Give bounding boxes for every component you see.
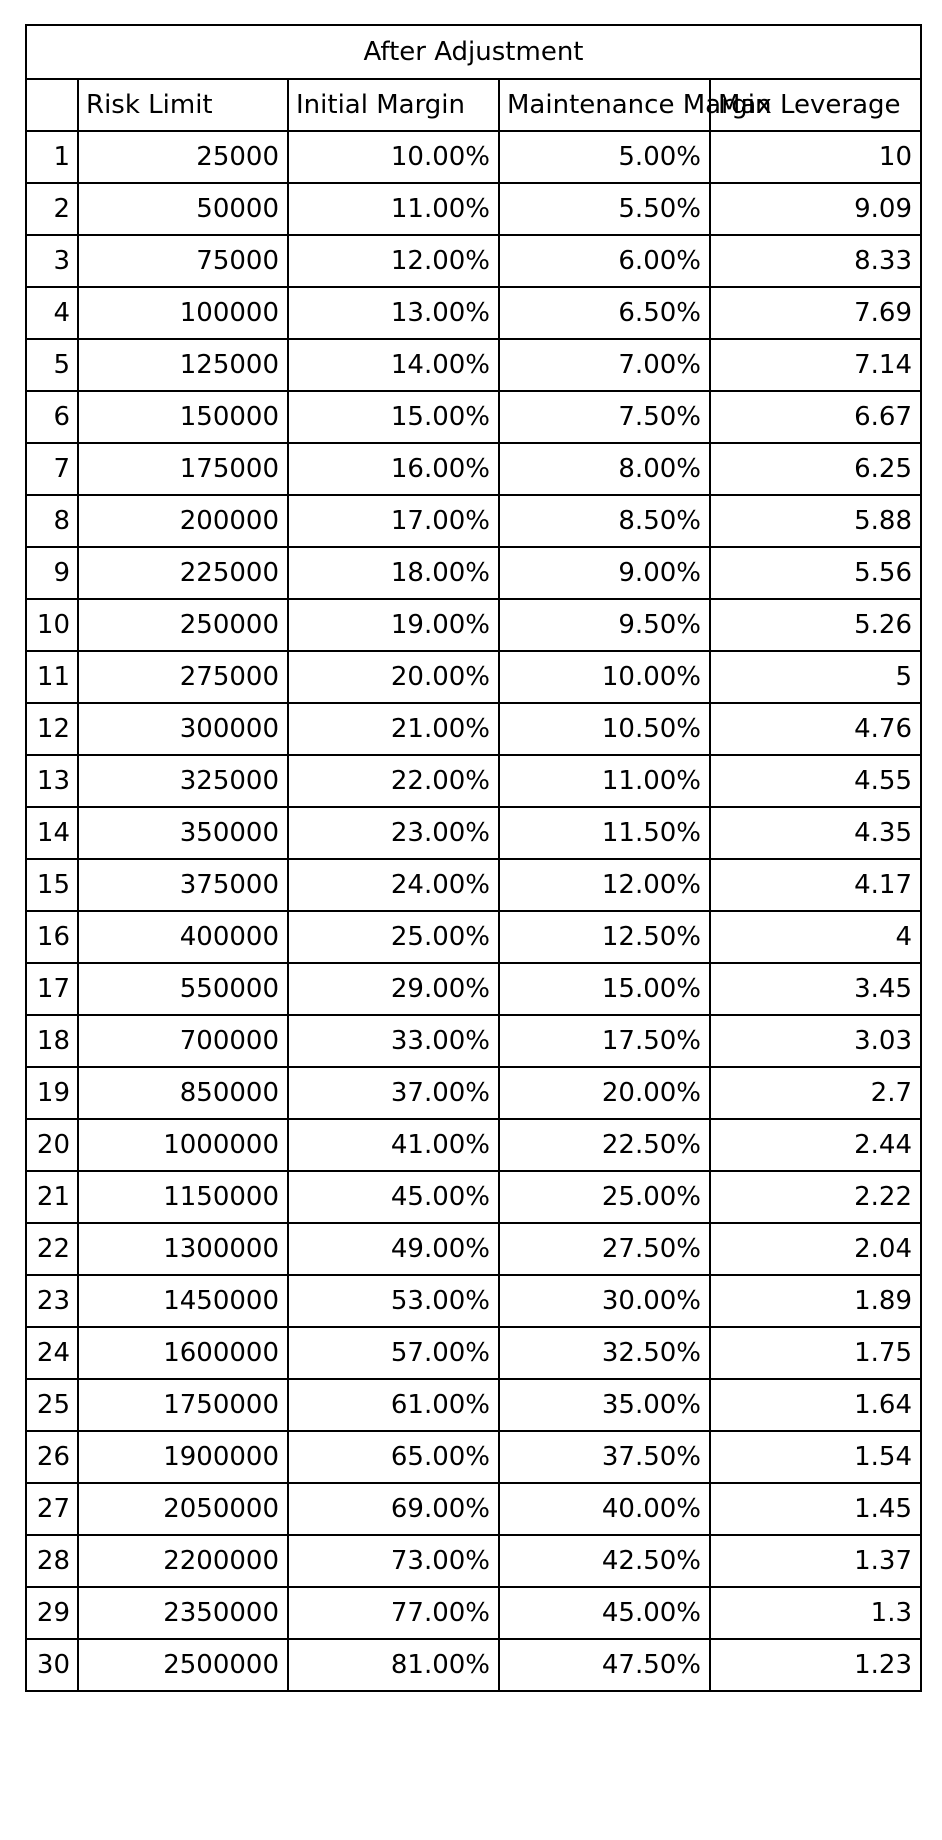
max-leverage-cell: 1.89 — [710, 1275, 921, 1327]
initial-margin-cell: 12.00% — [288, 235, 499, 287]
table-row — [26, 339, 921, 391]
risk-limit-cell: 375000 — [78, 859, 288, 911]
row-index: 25 — [26, 1379, 78, 1431]
initial-margin-cell: 73.00% — [288, 1535, 499, 1587]
risk-limit-cell: 200000 — [78, 495, 288, 547]
initial-margin-cell: 69.00% — [288, 1483, 499, 1535]
initial-margin-cell: 33.00% — [288, 1015, 499, 1067]
row-index: 7 — [26, 443, 78, 495]
risk-limit-cell: 225000 — [78, 547, 288, 599]
initial-margin-cell: 11.00% — [288, 183, 499, 235]
risk-limit-cell: 2050000 — [78, 1483, 288, 1535]
risk-limit-cell: 300000 — [78, 703, 288, 755]
risk-limit-cell: 1000000 — [78, 1119, 288, 1171]
initial-margin-cell: 49.00% — [288, 1223, 499, 1275]
initial-margin-cell: 61.00% — [288, 1379, 499, 1431]
max-leverage-cell: 7.14 — [710, 339, 921, 391]
maintenance-margin-cell: 8.00% — [499, 443, 710, 495]
title-row — [26, 25, 921, 79]
initial-margin-cell: 14.00% — [288, 339, 499, 391]
row-index: 6 — [26, 391, 78, 443]
initial-margin-cell: 81.00% — [288, 1639, 499, 1691]
maintenance-margin-cell: 17.50% — [499, 1015, 710, 1067]
risk-limit-cell: 400000 — [78, 911, 288, 963]
table-row — [26, 703, 921, 755]
risk-limit-cell: 1450000 — [78, 1275, 288, 1327]
initial-margin-cell: 23.00% — [288, 807, 499, 859]
table-row — [26, 1015, 921, 1067]
initial-margin-cell: 19.00% — [288, 599, 499, 651]
row-index: 24 — [26, 1327, 78, 1379]
table-row — [26, 1223, 921, 1275]
row-index: 4 — [26, 287, 78, 339]
row-index: 12 — [26, 703, 78, 755]
row-index: 30 — [26, 1639, 78, 1691]
initial-margin-cell: 29.00% — [288, 963, 499, 1015]
risk-limit-cell: 325000 — [78, 755, 288, 807]
maintenance-margin-cell: 32.50% — [499, 1327, 710, 1379]
max-leverage-cell: 5.88 — [710, 495, 921, 547]
max-leverage-cell: 4.76 — [710, 703, 921, 755]
max-leverage-cell: 4.17 — [710, 859, 921, 911]
header-index — [26, 79, 78, 131]
max-leverage-cell: 7.69 — [710, 287, 921, 339]
initial-margin-cell: 21.00% — [288, 703, 499, 755]
table-row — [26, 1587, 921, 1639]
risk-limit-cell: 1900000 — [78, 1431, 288, 1483]
risk-limit-cell: 100000 — [78, 287, 288, 339]
risk-limit-cell: 550000 — [78, 963, 288, 1015]
risk-limit-cell: 2350000 — [78, 1587, 288, 1639]
initial-margin-cell: 41.00% — [288, 1119, 499, 1171]
max-leverage-cell: 3.03 — [710, 1015, 921, 1067]
initial-margin-cell: 77.00% — [288, 1587, 499, 1639]
row-index: 19 — [26, 1067, 78, 1119]
risk-limit-cell: 850000 — [78, 1067, 288, 1119]
table-row — [26, 183, 921, 235]
row-index: 20 — [26, 1119, 78, 1171]
table-row — [26, 1119, 921, 1171]
risk-limit-cell: 1150000 — [78, 1171, 288, 1223]
table-row — [26, 1327, 921, 1379]
maintenance-margin-cell: 35.00% — [499, 1379, 710, 1431]
row-index: 15 — [26, 859, 78, 911]
row-index: 27 — [26, 1483, 78, 1535]
initial-margin-cell: 37.00% — [288, 1067, 499, 1119]
max-leverage-cell: 3.45 — [710, 963, 921, 1015]
max-leverage-cell: 2.44 — [710, 1119, 921, 1171]
maintenance-margin-cell: 25.00% — [499, 1171, 710, 1223]
table-row — [26, 391, 921, 443]
max-leverage-cell: 6.25 — [710, 443, 921, 495]
row-index: 9 — [26, 547, 78, 599]
row-index: 8 — [26, 495, 78, 547]
risk-limit-cell: 150000 — [78, 391, 288, 443]
table-row — [26, 1067, 921, 1119]
risk-limit-table — [25, 24, 922, 1692]
maintenance-margin-cell: 27.50% — [499, 1223, 710, 1275]
table-title: After Adjustment — [26, 25, 921, 79]
maintenance-margin-cell: 11.50% — [499, 807, 710, 859]
max-leverage-cell: 1.45 — [710, 1483, 921, 1535]
maintenance-margin-cell: 10.00% — [499, 651, 710, 703]
max-leverage-cell: 4 — [710, 911, 921, 963]
table-row — [26, 807, 921, 859]
initial-margin-cell: 45.00% — [288, 1171, 499, 1223]
risk-limit-cell: 1600000 — [78, 1327, 288, 1379]
table-row — [26, 131, 921, 183]
row-index: 2 — [26, 183, 78, 235]
table-body — [26, 131, 921, 1691]
table-row — [26, 755, 921, 807]
initial-margin-cell: 22.00% — [288, 755, 499, 807]
row-index: 23 — [26, 1275, 78, 1327]
initial-margin-cell: 25.00% — [288, 911, 499, 963]
maintenance-margin-cell: 15.00% — [499, 963, 710, 1015]
max-leverage-cell: 5 — [710, 651, 921, 703]
maintenance-margin-cell: 7.00% — [499, 339, 710, 391]
initial-margin-cell: 20.00% — [288, 651, 499, 703]
risk-limit-cell: 700000 — [78, 1015, 288, 1067]
table-row — [26, 1171, 921, 1223]
max-leverage-cell: 2.04 — [710, 1223, 921, 1275]
table-row — [26, 651, 921, 703]
risk-limit-cell: 350000 — [78, 807, 288, 859]
table-row — [26, 495, 921, 547]
risk-limit-cell: 2500000 — [78, 1639, 288, 1691]
table-row — [26, 1379, 921, 1431]
table-row — [26, 1535, 921, 1587]
row-index: 11 — [26, 651, 78, 703]
max-leverage-cell: 4.35 — [710, 807, 921, 859]
table-row — [26, 911, 921, 963]
initial-margin-cell: 53.00% — [288, 1275, 499, 1327]
row-index: 22 — [26, 1223, 78, 1275]
maintenance-margin-cell: 9.00% — [499, 547, 710, 599]
initial-margin-cell: 57.00% — [288, 1327, 499, 1379]
maintenance-margin-cell: 8.50% — [499, 495, 710, 547]
maintenance-margin-cell: 22.50% — [499, 1119, 710, 1171]
maintenance-margin-cell: 5.00% — [499, 131, 710, 183]
row-index: 13 — [26, 755, 78, 807]
row-index: 18 — [26, 1015, 78, 1067]
table-row — [26, 235, 921, 287]
maintenance-margin-cell: 47.50% — [499, 1639, 710, 1691]
maintenance-margin-cell: 5.50% — [499, 183, 710, 235]
header-maintenance-margin: Maintenance Margin — [499, 79, 710, 131]
maintenance-margin-cell: 6.00% — [499, 235, 710, 287]
initial-margin-cell: 15.00% — [288, 391, 499, 443]
maintenance-margin-cell: 30.00% — [499, 1275, 710, 1327]
table-row — [26, 547, 921, 599]
table-row — [26, 859, 921, 911]
risk-limit-cell: 275000 — [78, 651, 288, 703]
row-index: 3 — [26, 235, 78, 287]
max-leverage-cell: 10 — [710, 131, 921, 183]
max-leverage-cell: 1.54 — [710, 1431, 921, 1483]
maintenance-margin-cell: 9.50% — [499, 599, 710, 651]
risk-limit-cell: 75000 — [78, 235, 288, 287]
row-index: 28 — [26, 1535, 78, 1587]
risk-limit-cell: 1750000 — [78, 1379, 288, 1431]
risk-limit-cell: 25000 — [78, 131, 288, 183]
table-row — [26, 1639, 921, 1691]
table-row — [26, 599, 921, 651]
maintenance-margin-cell: 12.00% — [499, 859, 710, 911]
initial-margin-cell: 24.00% — [288, 859, 499, 911]
max-leverage-cell: 5.56 — [710, 547, 921, 599]
maintenance-margin-cell: 11.00% — [499, 755, 710, 807]
maintenance-margin-cell: 37.50% — [499, 1431, 710, 1483]
max-leverage-cell: 5.26 — [710, 599, 921, 651]
row-index: 5 — [26, 339, 78, 391]
header-risk-limit: Risk Limit — [78, 79, 288, 131]
row-index: 16 — [26, 911, 78, 963]
row-index: 14 — [26, 807, 78, 859]
risk-limit-cell: 175000 — [78, 443, 288, 495]
table-row — [26, 1431, 921, 1483]
maintenance-margin-cell: 45.00% — [499, 1587, 710, 1639]
initial-margin-cell: 16.00% — [288, 443, 499, 495]
risk-limit-cell: 2200000 — [78, 1535, 288, 1587]
max-leverage-cell: 6.67 — [710, 391, 921, 443]
risk-limit-cell: 125000 — [78, 339, 288, 391]
maintenance-margin-cell: 10.50% — [499, 703, 710, 755]
maintenance-margin-cell: 42.50% — [499, 1535, 710, 1587]
maintenance-margin-cell: 12.50% — [499, 911, 710, 963]
initial-margin-cell: 10.00% — [288, 131, 499, 183]
row-index: 10 — [26, 599, 78, 651]
risk-limit-cell: 50000 — [78, 183, 288, 235]
table-row — [26, 1275, 921, 1327]
table-row — [26, 287, 921, 339]
risk-limit-cell: 250000 — [78, 599, 288, 651]
initial-margin-cell: 13.00% — [288, 287, 499, 339]
max-leverage-cell: 4.55 — [710, 755, 921, 807]
maintenance-margin-cell: 7.50% — [499, 391, 710, 443]
max-leverage-cell: 2.7 — [710, 1067, 921, 1119]
initial-margin-cell: 65.00% — [288, 1431, 499, 1483]
table-row — [26, 443, 921, 495]
row-index: 17 — [26, 963, 78, 1015]
risk-limit-cell: 1300000 — [78, 1223, 288, 1275]
table-row — [26, 963, 921, 1015]
max-leverage-cell: 8.33 — [710, 235, 921, 287]
maintenance-margin-cell: 20.00% — [499, 1067, 710, 1119]
header-initial-margin: Initial Margin — [288, 79, 499, 131]
max-leverage-cell: 1.23 — [710, 1639, 921, 1691]
table-row — [26, 1483, 921, 1535]
row-index: 29 — [26, 1587, 78, 1639]
maintenance-margin-cell: 40.00% — [499, 1483, 710, 1535]
header-max-leverage: Max Leverage — [710, 79, 921, 131]
max-leverage-cell: 2.22 — [710, 1171, 921, 1223]
row-index: 26 — [26, 1431, 78, 1483]
table-head — [26, 25, 921, 131]
max-leverage-cell: 1.3 — [710, 1587, 921, 1639]
max-leverage-cell: 9.09 — [710, 183, 921, 235]
header-row — [26, 79, 921, 131]
row-index: 21 — [26, 1171, 78, 1223]
max-leverage-cell: 1.64 — [710, 1379, 921, 1431]
maintenance-margin-cell: 6.50% — [499, 287, 710, 339]
initial-margin-cell: 17.00% — [288, 495, 499, 547]
row-index: 1 — [26, 131, 78, 183]
max-leverage-cell: 1.75 — [710, 1327, 921, 1379]
initial-margin-cell: 18.00% — [288, 547, 499, 599]
max-leverage-cell: 1.37 — [710, 1535, 921, 1587]
